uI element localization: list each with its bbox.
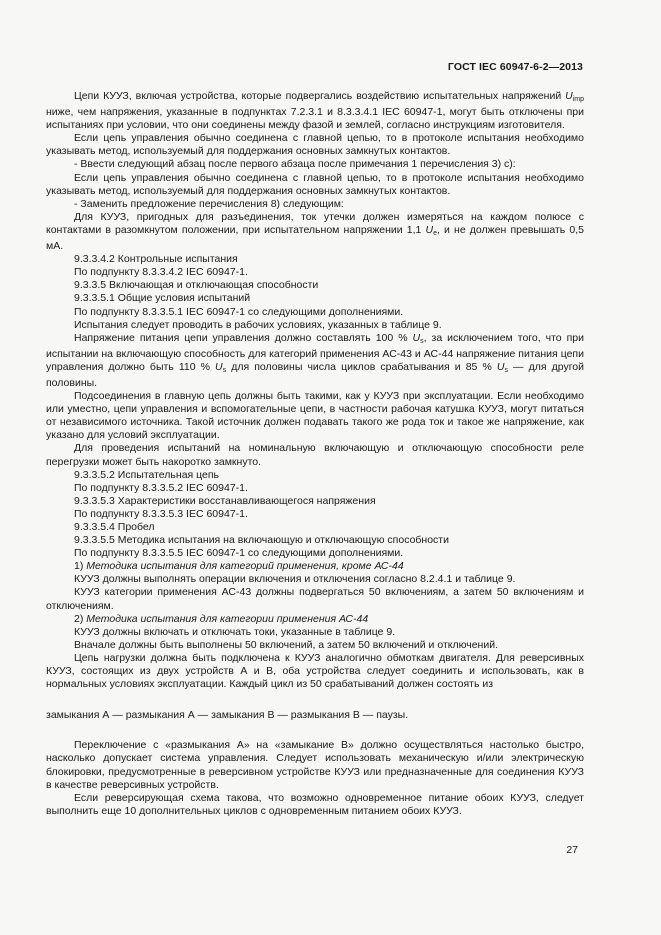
section-heading: 9.3.3.5.1 Общие условия испытаний: [74, 292, 251, 305]
section-heading: 9.3.3.5.4 Пробел: [74, 521, 155, 533]
paragraph: Цепи КУУЗ, включая устройства, которые подвергались воздействию испытательных напряжений $U_{imp}$ ниже, чем напряжения, указанные в подпунктах 7.2.3.1 и 8.3.3.4.1 IEC 60947-1, могут быть отключены при испытаниях при условии, что они соединены между фазой и землей, согласно инструкциям изготовителя.: [46, 90, 584, 132]
paragraph: По подпункту 8.3.3.5.1 IEC 60947-1 со следующими дополнениями.: [74, 305, 404, 318]
paragraph: По подпункту 8.3.3.5.2 IEC 60947-1.: [74, 481, 248, 494]
paragraph: Подсоединения в главную цепь должны быть такими, как у КУУЗ при эксплуатации. Если необходимо или уместно, цепи управления и вспомогательные цепи, в частности рабочая катушка КУУЗ, могут питаться от независимого источника. Такой источник должен подавать такого же рода ток и такое же напряжение, как указано для условий эксплуатации.: [46, 390, 584, 442]
paragraph: КУУЗ должны выполнять операции включения и отключения согласно 8.2.4.1 и таблице 9.: [74, 573, 516, 586]
paragraph: Вначале должны быть выполнены 50 включений, а затем 50 включений и отключений.: [74, 638, 498, 651]
paragraph: - Ввести следующий абзац после первого абзаца после примечания 1 перечисления 3) с):: [74, 158, 516, 171]
paragraph: КУУЗ категории применения АС-43 должны подвергаться 50 включениям, а затем 50 включениям и отключениям.: [46, 586, 584, 612]
paragraph: По подпункту 8.3.3.5.5 IEC 60947-1 со следующими дополнениями.: [74, 547, 404, 560]
paragraph: Переключение с «размыкания А» на «замыкание В» должно осуществляться настолько быстро, насколько допускает система управления. Следует использовать механическую и/или электрическую блокировки, предусмотренные в реверсивном устройстве КУУЗ или предназначенные для соединения КУУЗ в качестве реверсивных устройств.: [46, 739, 584, 791]
section-heading: 9.3.3.5.2 Испытательная цепь: [74, 468, 220, 481]
paragraph: По подпункту 8.3.3.5.3 IEC 60947-1.: [74, 507, 248, 520]
paragraph: Если цепь управления обычно соединена с главной цепью, то в протоколе испытания необходимо указывать метод, используемый для поддержания основных замкнутых контактов.: [46, 132, 584, 158]
paragraph: Если реверсирующая схема такова, что возможно одновременное питание обоих КУУЗ, следует выполнить еще 10 дополнительных циклов с одновременным питанием обоих КУУЗ.: [46, 791, 584, 817]
paragraph: Для проведения испытаний на номинальную включающую и отключающую способности реле перегрузки может быть накоротко замкнуто.: [46, 442, 584, 468]
section-heading: 9.3.3.5.3 Характеристики восстанавливающегося напряжения: [74, 494, 376, 507]
paragraph: Испытания следует проводить в рабочих условиях, указанных в таблице 9.: [74, 318, 442, 331]
section-heading: 9.3.3.5.5 Методика испытания на включающую и отключающую способности: [74, 534, 449, 547]
page-number: 27: [566, 844, 578, 856]
paragraph: Цепь нагрузки должна быть подключена к КУУЗ аналогично обмоткам двигателя. Для реверсивных КУУЗ, состоящих из двух устройств А и В, оба устройства следует соединить и использовать, как в нормальных условиях эксплуатации. Каждый цикл из 50 срабатываний должен состоять из: [46, 651, 584, 691]
section-heading: 9.3.3.4.2 Контрольные испытания: [74, 253, 238, 266]
paragraph: По подпункту 8.3.3.4.2 IEC 60947-1.: [74, 266, 248, 279]
paragraph: - Заменить предложение перечисления 8) следующим:: [74, 197, 344, 210]
section-heading: 9.3.3.5 Включающая и отключающая способности: [74, 279, 319, 292]
document-header: ГОСТ IEC 60947-6-2—2013: [447, 61, 583, 73]
paragraph: Для КУУЗ, пригодных для разъединения, ток утечки должен измеряться на каждом полюсе с контактами в разомкнутом положении, при испытательном напряжении 1,1 $U_e$, и не должен превышать 0,5 мА.: [46, 210, 584, 253]
list-item-heading: 2) Методика испытания для категории применения АС-44: [74, 612, 369, 625]
paragraph: Если цепь управления обычно соединена с главной цепью, то в протоколе испытания необходимо указывать метод, используемый для поддержания основных замкнутых контактов.: [46, 171, 584, 197]
paragraph: КУУЗ должны включать и отключать токи, указанные в таблице 9.: [74, 625, 396, 638]
list-item-heading: 1) Методика испытания для категорий применения, кроме АС-44: [74, 560, 404, 573]
paragraph: Напряжение питания цепи управления должно составлять 100 % $U_s$, за исключением того, что при испытании на включающую способность для категорий применения АС-43 и АС-44 напряжение питания цепи управления должно быть 110 % $U_s$ для половины числа циклов срабатывания и 85 % $U_s$ — для другой половины.: [46, 331, 584, 389]
document-body: [46, 90, 584, 818]
sequence-formula: замыкания А — размыкания А — замыкания В — размыкания В — паузы.: [46, 709, 409, 722]
